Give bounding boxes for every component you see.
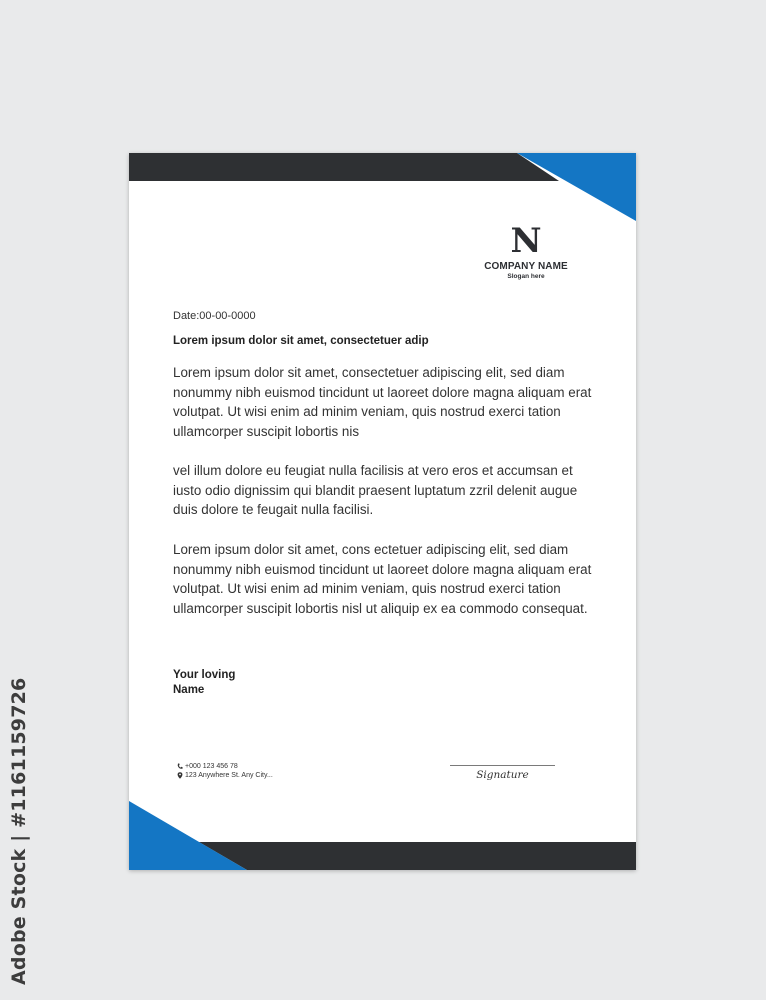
contact-address-row [177, 772, 277, 780]
letterhead-page [129, 153, 636, 870]
bottom-blue-triangle [129, 801, 247, 870]
sender-name: Name [173, 684, 205, 696]
company-slogan: Slogan here [507, 273, 545, 280]
company-logo [481, 221, 571, 280]
body-paragraph-1: Lorem ipsum dolor sit amet, consectetuer adipiscing elit, sed diam nonummy nibh euismod tincidunt ut laoreet dolore magna aliquam erat volutpat. Ut wisi enim ad minim veniam, quis nostrud exerci tation ullamcorper suscipit lobortis nis [173, 365, 592, 440]
phone-icon [177, 763, 183, 770]
signature-label: Signature [476, 769, 529, 781]
body-paragraph-2: vel illum dolore eu feugiat nulla facilisis at vero eros et accumsan et iusto odio dignissim qui blandit praesent luptatum zzril delenit augue duis dolore te feugait nulla facilisi. [173, 463, 578, 518]
top-blue-triangle [517, 153, 636, 221]
letter-closing [173, 668, 235, 698]
logo-letter-mark: N [510, 221, 542, 261]
company-name: COMPANY NAME [484, 261, 568, 272]
letter-date: Date:00-00-0000 [173, 310, 256, 322]
bottom-dark-band [199, 842, 636, 870]
contact-phone-row [177, 763, 277, 771]
contact-phone: +000 123 456 78 [185, 763, 238, 770]
top-dark-band [129, 153, 559, 181]
body-paragraph-3: Lorem ipsum dolor sit amet, cons ectetuer adipiscing elit, sed diam nonummy nibh euismod tincidunt ut laoreet dolore magna aliquam erat volutpat. Ut wisi enim ad minim veniam, quis nostrud exerci tation ullamcorper suscipit lobortis nisl ut aliquip ex ea commodo consequat. [173, 542, 592, 617]
signature-line [450, 765, 555, 766]
contact-address: 123 Anywhere St. Any City... [185, 772, 273, 779]
contact-block [177, 763, 277, 781]
location-pin-icon [177, 772, 183, 779]
letter-subject: Lorem ipsum dolor sit amet, consectetuer adip [173, 335, 429, 347]
adobe-stock-watermark: Adobe Stock | #1161159726 [8, 677, 30, 985]
closing-line: Your loving [173, 669, 236, 681]
